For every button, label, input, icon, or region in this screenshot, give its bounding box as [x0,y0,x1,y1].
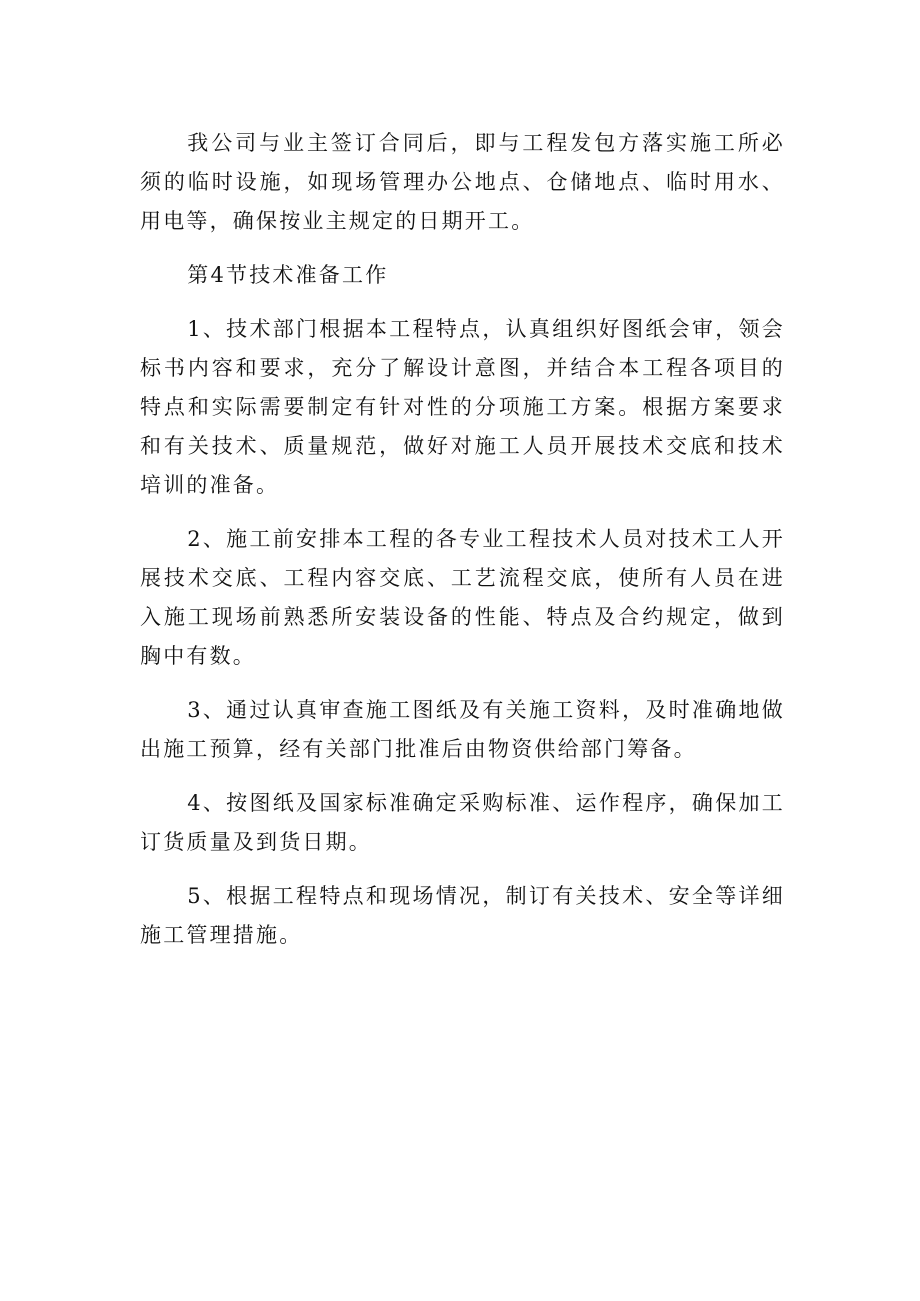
list-item: 5、根据工程特点和现场情况，制订有关技术、安全等详细施工管理措施。 [140,884,785,947]
list-item: 3、通过认真审查施工图纸及有关施工资料，及时准确地做出施工预算，经有关部门批准后由物资供给部门筹备。 [140,698,785,761]
document-body [140,124,785,970]
list-item: 2、施工前安排本工程的各专业工程技术人员对技术工人开展技术交底、工程内容交底、工艺流程交底，使所有人员在进入施工现场前熟悉所安装设备的性能、特点及合约规定，做到胸中有数。 [140,527,785,668]
list-item: 4、按图纸及国家标准确定采购标准、运作程序，确保加工订货质量及到货日期。 [140,791,785,854]
list-item: 1、技术部门根据本工程特点，认真组织好图纸会审，领会标书内容和要求，充分了解设计意图，并结合本工程各项目的特点和实际需要制定有针对性的分项施工方案。根据方案要求和有关技术、质量规范，做好对施工人员开展技术交底和技术培训的准备。 [140,317,785,497]
intro-paragraph: 我公司与业主签订合同后，即与工程发包方落实施工所必须的临时设施，如现场管理办公地点、仓储地点、临时用水、用电等，确保按业主规定的日期开工。 [140,131,785,233]
section-heading: 第4节技术准备工作 [187,263,389,287]
